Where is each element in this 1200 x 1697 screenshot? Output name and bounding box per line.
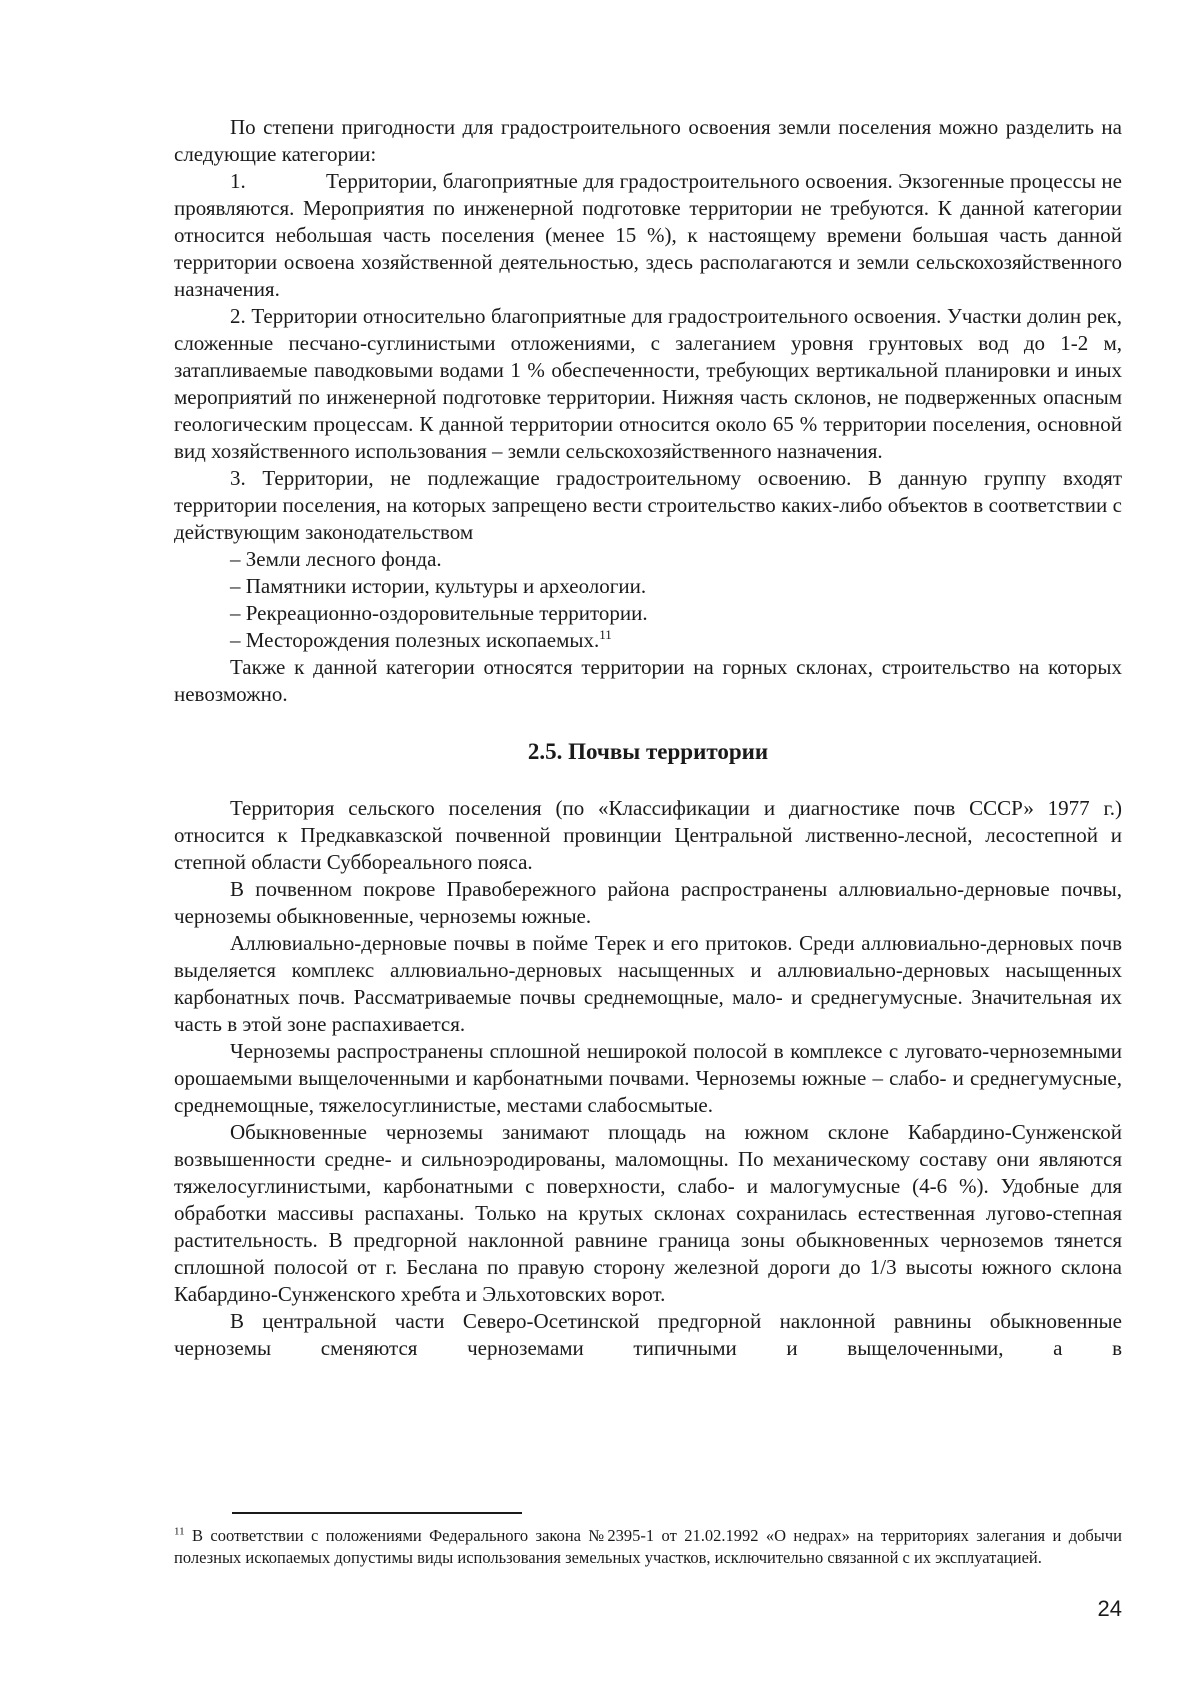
document-body <box>174 114 1122 1362</box>
category-2-paragraph: 2. Территории относительно благоприятные для градостроительного освоения. Участки долин рек, сложенные песчано-суглинистыми отложениями, с залеганием уровня грунтовых вод до 1-2 м, затапливаемые паводковыми водами 1 % обеспеченности, требующих вертикальной планировки и иных мероприятий по инженерной подготовке территории. Нижняя часть склонов, не подверженных опасным геологическим процессам. К данной территории относится около 65 % территории поселения, основной вид хозяйственного использования – земли сельскохозяйственного назначения. <box>174 304 1122 463</box>
category-1-number: 1. <box>230 169 246 193</box>
footnote <box>174 1525 1122 1569</box>
category-1-paragraph <box>174 168 1122 303</box>
page-number: 24 <box>1097 1596 1122 1621</box>
soil-paragraph-5: Обыкновенные черноземы занимают площадь на южном склоне Кабардино-Сунженской возвышенности средне- и сильноэродированы, маломощны. По механическому составу они являются тяжелосуглинистыми, карбонатными с поверхности, слабо- и малогумусные (4-6 %). Удобные для обработки массивы распаханы. Только на крутых склонах сохранилась естественная лугово-степная растительность. В предгорной наклонной равнине граница зоны обыкновенных черноземов тянется сплошной полосой от г. Беслана по правую сторону железной дороги до 1/3 высоты южного склона Кабардино-Сунженского хребта и Эльхотовских ворот. <box>174 1120 1122 1306</box>
soil-paragraph-6: В центральной части Северо-Осетинской предгорной наклонной равнины обыкновенные черноземы сменяются черноземами типичными и выщелоченными, а в <box>174 1309 1122 1360</box>
dash-item-monuments: – Памятники истории, культуры и археологии. <box>230 574 647 598</box>
soil-paragraph-2: В почвенном покрове Правобережного района распространены аллювиально-дерновые почвы, черноземы обыкновенные, черноземы южные. <box>174 877 1122 928</box>
soil-paragraph-3: Аллювиально-дерновые почвы в пойме Терек и его притоков. Среди аллювиально-дерновых почв выделяется комплекс аллювиально-дерновых насыщенных и аллювиально-дерновых насыщенных карбонатных почв. Рассматриваемые почвы среднемощные, мало- и среднегумусные. Значительная их часть в этой зоне распахивается. <box>174 931 1122 1036</box>
footnote-reference[interactable]: 11 <box>599 627 612 642</box>
footnote-separator <box>232 1512 522 1514</box>
footnote-text: В соответствии с положениями Федерального закона №2395-1 от 21.02.1992 «О недрах» на территориях залегания и добычи полезных ископаемых допустимы виды использования земельных участков, исключительно связанной с их эксплуатацией. <box>174 1526 1122 1567</box>
dash-item-recreation: – Рекреационно-оздоровительные территории. <box>230 601 648 625</box>
also-paragraph: Также к данной категории относятся территории на горных склонах, строительство на которых невозможно. <box>174 655 1122 706</box>
dash-item-deposits <box>174 627 1122 654</box>
soil-paragraph-4: Черноземы распространены сплошной неширокой полосой в комплексе с луговато-черноземными орошаемыми выщелоченными и карбонатными почвами. Черноземы южные – слабо- и среднегумусные, среднемощные, тяжелосуглинистые, местами слабосмытые. <box>174 1039 1122 1117</box>
category-1-text: Территории, благоприятные для градостроительного освоения. Экзогенные процессы не проявляются. Мероприятия по инженерной подготовке территории не требуются. К данной категории относится небольшая часть поселения (менее 15 %), к настоящему времени большая часть данной территории освоена хозяйственной деятельностью, здесь располагаются и земли сельскохозяйственного назначения. <box>174 169 1122 301</box>
category-3-paragraph: 3. Территории, не подлежащие градостроительному освоению. В данную группу входят территории поселения, на которых запрещено вести строительство каких-либо объектов в соответствии с действующим законодательством <box>174 466 1122 544</box>
dash-item-forest: – Земли лесного фонда. <box>230 547 442 571</box>
section-heading: 2.5. Почвы территории <box>527 739 769 764</box>
soil-paragraph-1: Территория сельского поселения (по «Классификации и диагностике почв СССР» 1977 г.) относится к Предкавказской почвенной провинции Центральной лиственно-лесной, лесостепной и степной области Суббореального пояса. <box>174 796 1122 874</box>
footnote-number: 11 <box>174 1525 185 1538</box>
dash-item-deposits-text: – Месторождения полезных ископаемых. <box>230 628 600 652</box>
intro-paragraph: По степени пригодности для градостроительного освоения земли поселения можно разделить на следующие категории: <box>174 115 1122 166</box>
